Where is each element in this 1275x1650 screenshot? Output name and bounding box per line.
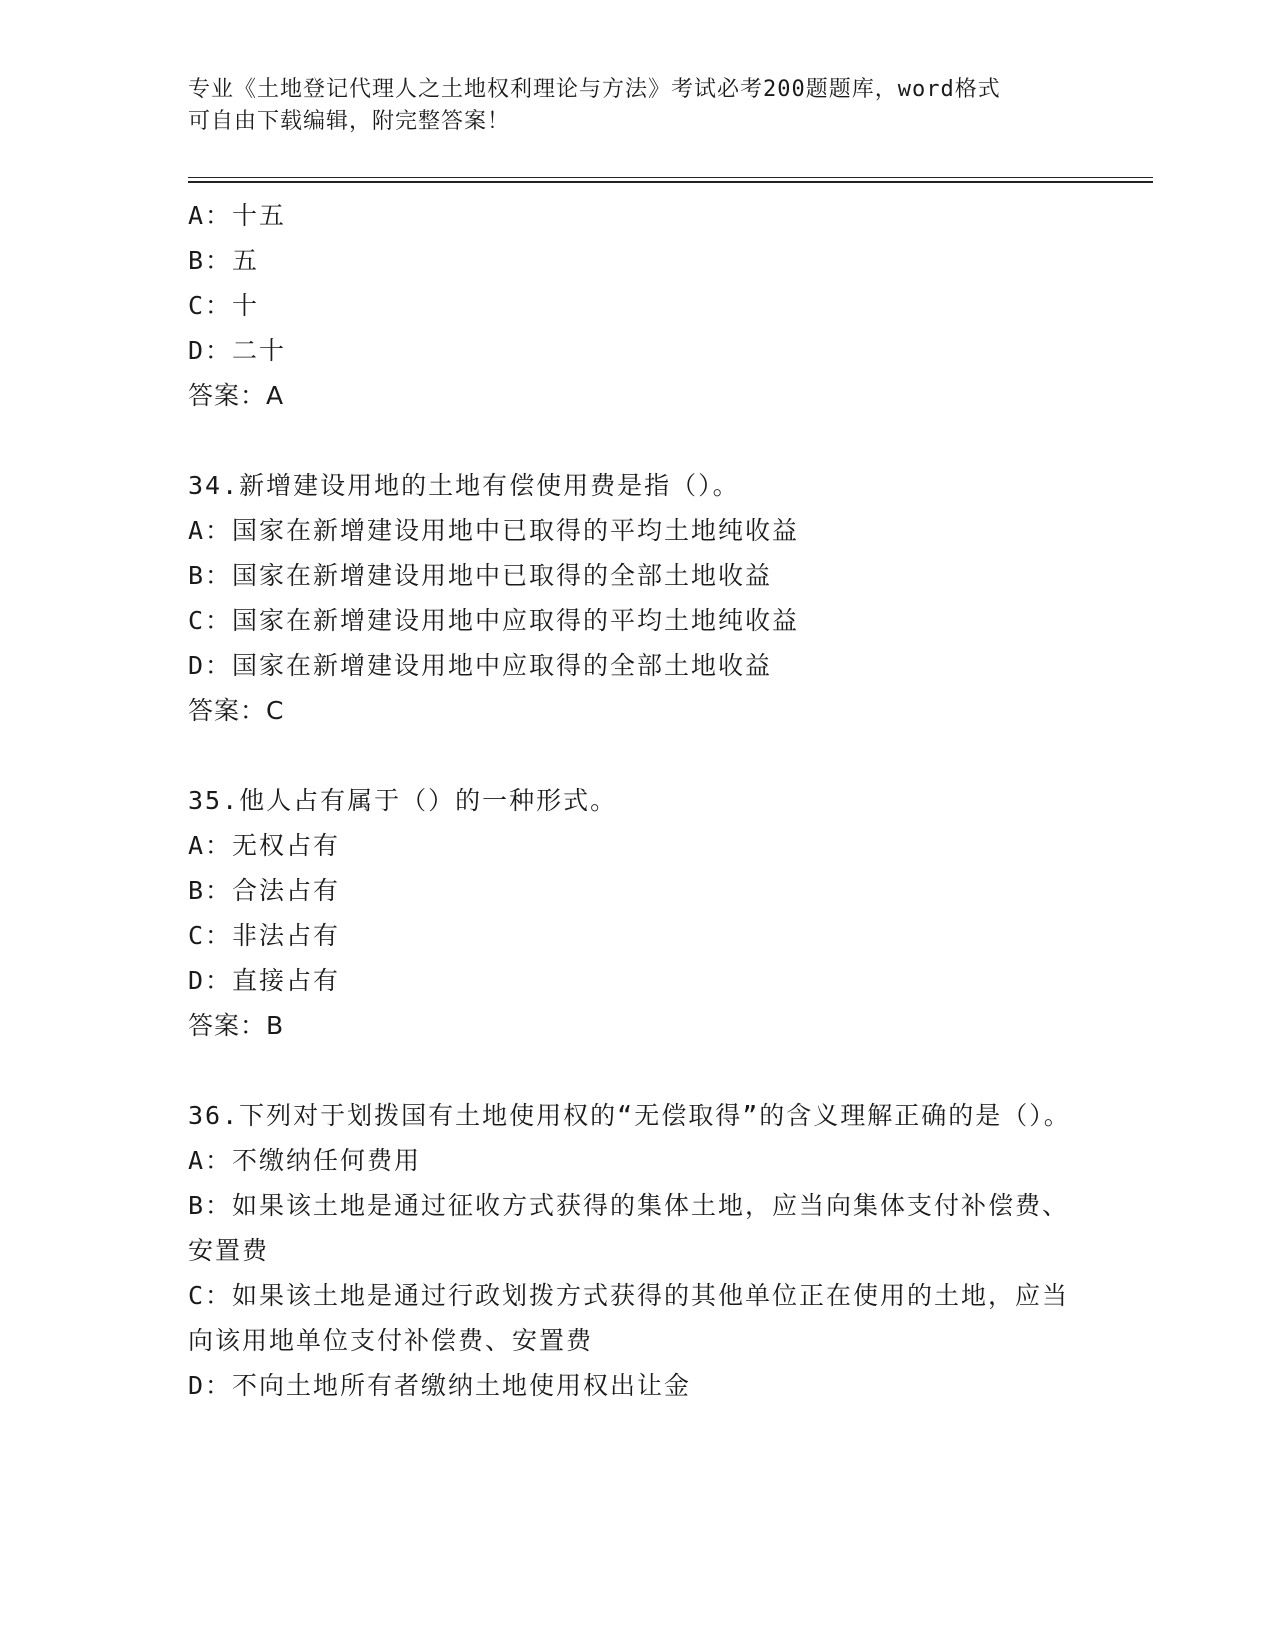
header-title-line-2: 可自由下载编辑，附完整答案！	[188, 109, 511, 134]
question-text: 35.他人占有属于（）的一种形式。	[188, 786, 618, 815]
option-d: D：二十	[188, 336, 287, 365]
header-divider-thin	[188, 177, 1153, 178]
spacer	[188, 418, 1088, 463]
option-b: B：国家在新增建设用地中已取得的全部土地收益	[188, 561, 773, 590]
answer-line: 答案：B	[188, 1011, 285, 1040]
question-text: 36.下列对于划拨国有土地使用权的“无偿取得”的含义理解正确的是（）。	[188, 1101, 1071, 1130]
option-b: B：合法占有	[188, 876, 341, 905]
option-c: C：如果该土地是通过行政划拨方式获得的其他单位正在使用的土地，应当向该用地单位支付补偿费、安置费	[188, 1281, 1070, 1355]
document-header	[188, 74, 1068, 138]
option-c: C：十	[188, 291, 260, 320]
question-33	[188, 193, 1088, 418]
header-title-line-1: 专业《土地登记代理人之土地权利理论与方法》考试必考200题题库，word格式	[188, 77, 1001, 102]
question-content	[188, 193, 1088, 1408]
option-b: B：如果该土地是通过征收方式获得的集体土地，应当向集体支付补偿费、安置费	[188, 1191, 1070, 1265]
question-34	[188, 463, 1088, 733]
answer-line: 答案：A	[188, 381, 285, 410]
spacer	[188, 733, 1088, 778]
option-d: D：不向土地所有者缴纳土地使用权出让金	[188, 1371, 692, 1400]
question-36	[188, 1093, 1088, 1408]
option-c: C：非法占有	[188, 921, 341, 950]
option-a: A：十五	[188, 201, 287, 230]
option-d: D：国家在新增建设用地中应取得的全部土地收益	[188, 651, 773, 680]
spacer	[188, 1048, 1088, 1093]
option-a: A：不缴纳任何费用	[188, 1146, 422, 1175]
answer-line: 答案：C	[188, 696, 285, 725]
header-divider-thick	[188, 181, 1153, 183]
option-c: C：国家在新增建设用地中应取得的平均土地纯收益	[188, 606, 800, 635]
option-a: A：国家在新增建设用地中已取得的平均土地纯收益	[188, 516, 800, 545]
question-text: 34.新增建设用地的土地有偿使用费是指（）。	[188, 471, 740, 500]
option-a: A：无权占有	[188, 831, 341, 860]
option-b: B：五	[188, 246, 260, 275]
question-35	[188, 778, 1088, 1048]
option-d: D：直接占有	[188, 966, 341, 995]
